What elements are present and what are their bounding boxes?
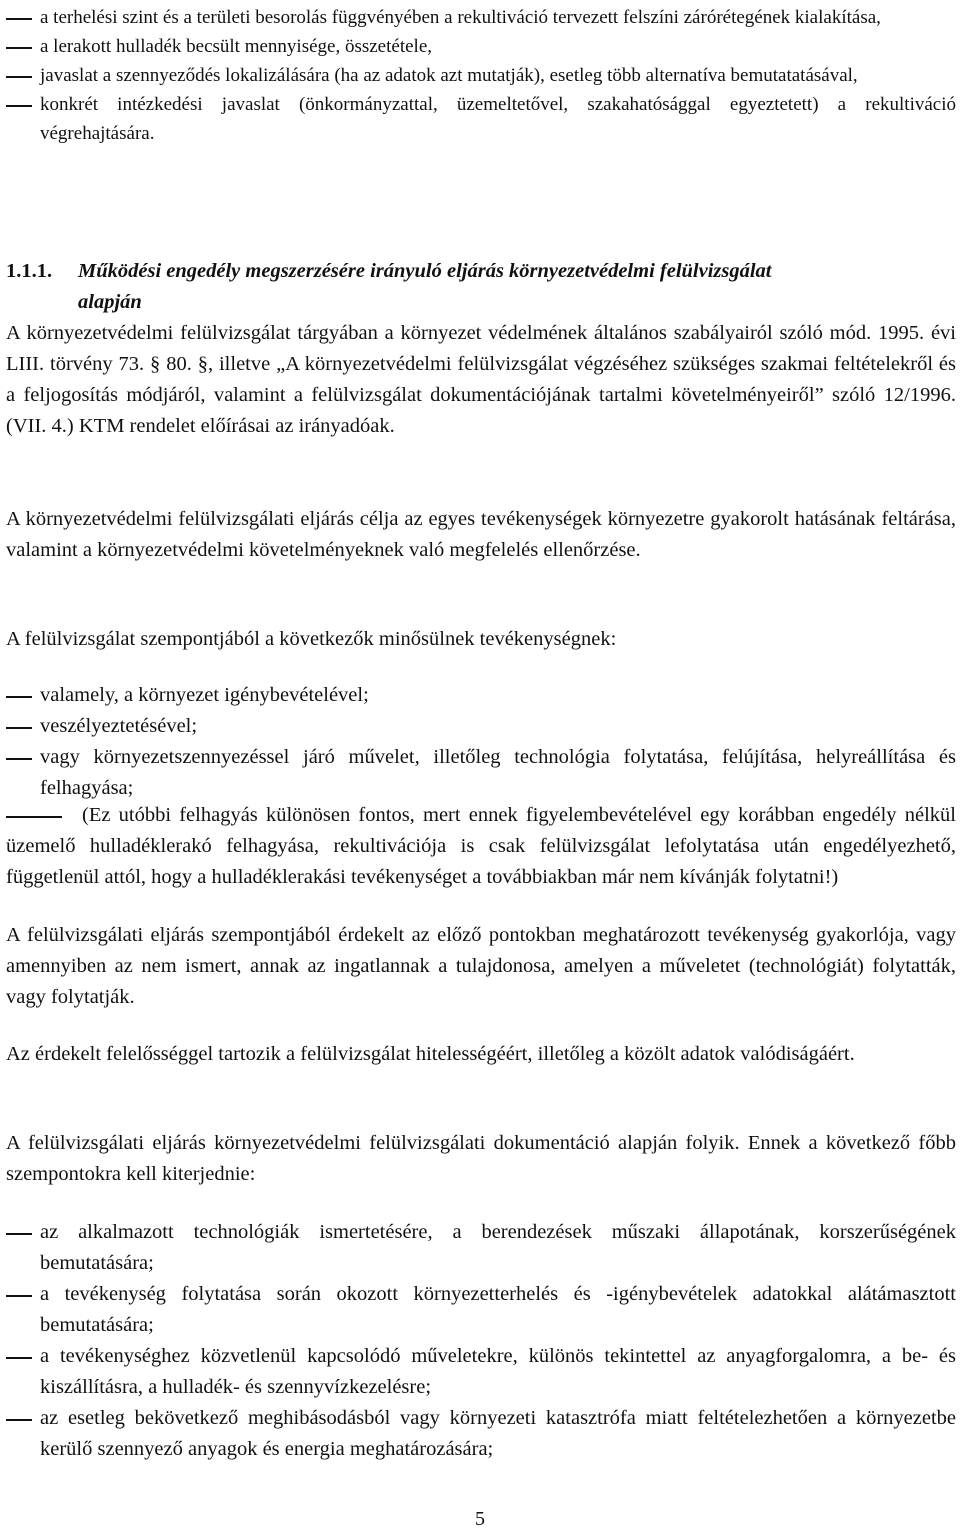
list-item: konkrét intézkedési javaslat (önkormányzattal, üzemeltetővel, szakahatósággal egyeztetett) a rekultiváció végrehajtására.	[6, 90, 956, 148]
paragraph: A felülvizsgálati eljárás szempontjából érdekelt az előző pontokban meghatározott tevékenység gyakorlója, vagy amennyiben az nem ismert, annak az ingatlannak a tulajdonosa, amelyen a műveletet (technológiát) folytatták, vagy folytatják.	[6, 924, 956, 1008]
dash-bullet-icon	[6, 1357, 32, 1359]
dash-bullet-icon	[6, 696, 32, 698]
dash-bullet-icon	[6, 76, 32, 78]
section-heading	[6, 256, 956, 318]
paragraph: A környezetvédelmi felülvizsgálati eljárás célja az egyes tevékenységek környezetre gyakorolt hatásának feltárása, valamint a környezetvédelmi követelményeknek való megfelelés ellenőrzése.	[6, 508, 956, 561]
list-item: veszélyeztetésével;	[6, 711, 956, 742]
section-title: Működési engedély megszerzésére irányuló eljárás környezetvédelmi felülvizsgálat	[78, 260, 772, 282]
list-item: a terhelési szint és a területi besorolás függvényében a rekultiváció tervezett felszíni zárórétegének kialakítása,	[6, 3, 956, 32]
dash-bullet-icon	[6, 105, 32, 107]
page-number: 5	[475, 1508, 485, 1530]
note-paragraph: (Ez utóbbi felhagyás különösen fontos, mert ennek figyelembevételével egy korábban engedély nélkül üzemelő hulladéklerakó felhagyása, rekultivációja is csak felülvizsgálat lefolytatása után engedélyezhető, függetlenül attól, hogy a hulladéklerakási tevékenységet a továbbiakban már nem kívánják folytatni!)	[6, 804, 956, 888]
list-item: a tevékenység folytatása során okozott környezetterhelés és -igénybevételek adatokkal alátámasztott bemutatására;	[6, 1279, 956, 1341]
section-title-continued: alapján	[78, 291, 142, 313]
paragraph: A felülvizsgálat szempontjából a következők minősülnek tevékenységnek:	[6, 628, 617, 650]
dash-bullet-icon	[6, 1419, 32, 1421]
list-item: javaslat a szennyeződés lokalizálására (ha az adatok azt mutatják), esetleg több alternatíva bemutatatásával,	[6, 61, 956, 90]
documentation-list	[6, 1217, 956, 1465]
dash-bullet-icon	[6, 18, 32, 20]
paragraph: A környezetvédelmi felülvizsgálat tárgyában a környezet védelmének általános szabályairól szóló mód. 1995. évi LIII. törvény 73. § 80. §, illetve „A környezetvédelmi felülvizsgálat végzéséhez szükséges szakmai feltételekről és a feljogosítás módjáról, valamint a felülvizsgálat dokumentációjának tartalmi követelményeiről” szóló 12/1996. (VII. 4.) KTM rendelet előírásai az irányadóak.	[6, 322, 956, 437]
activities-list	[6, 680, 956, 804]
dash-bullet-icon	[6, 816, 62, 818]
dash-bullet-icon	[6, 758, 32, 760]
dash-bullet-icon	[6, 1233, 32, 1235]
paragraph: A felülvizsgálati eljárás környezetvédelmi felülvizsgálati dokumentáció alapján folyik. Ennek a következő főbb szempontokra kell kiterjednie:	[6, 1132, 956, 1185]
list-item: a lerakott hulladék becsült mennyisége, összetétele,	[6, 32, 956, 61]
section-number: 1.1.1.	[6, 260, 53, 282]
paragraph: Az érdekelt felelősséggel tartozik a felülvizsgálat hitelességéért, illetőleg a közölt adatok valódiságáért.	[6, 1043, 855, 1065]
list-item: az alkalmazott technológiák ismertetésére, a berendezések műszaki állapotának, korszerűségének bemutatására;	[6, 1217, 956, 1279]
list-item: az esetleg bekövetkező meghibásodásból vagy környezeti katasztrófa miatt feltételezhetően a környezetbe kerülő szennyező anyagok és energia meghatározására;	[6, 1403, 956, 1465]
list-item: a tevékenységhez közvetlenül kapcsolódó műveletekre, különös tekintettel az anyagforgalomra, a be- és kiszállításra, a hulladék- és szennyvízkezelésre;	[6, 1341, 956, 1403]
list-item: vagy környezetszennyezéssel járó művelet, illetőleg technológia folytatása, felújítása, helyreállítása és felhagyása;	[6, 742, 956, 804]
requirements-list-top	[6, 3, 956, 148]
dash-bullet-icon	[6, 1295, 32, 1297]
list-item: valamely, a környezet igénybevételével;	[6, 680, 956, 711]
dash-bullet-icon	[6, 47, 32, 49]
dash-bullet-icon	[6, 727, 32, 729]
